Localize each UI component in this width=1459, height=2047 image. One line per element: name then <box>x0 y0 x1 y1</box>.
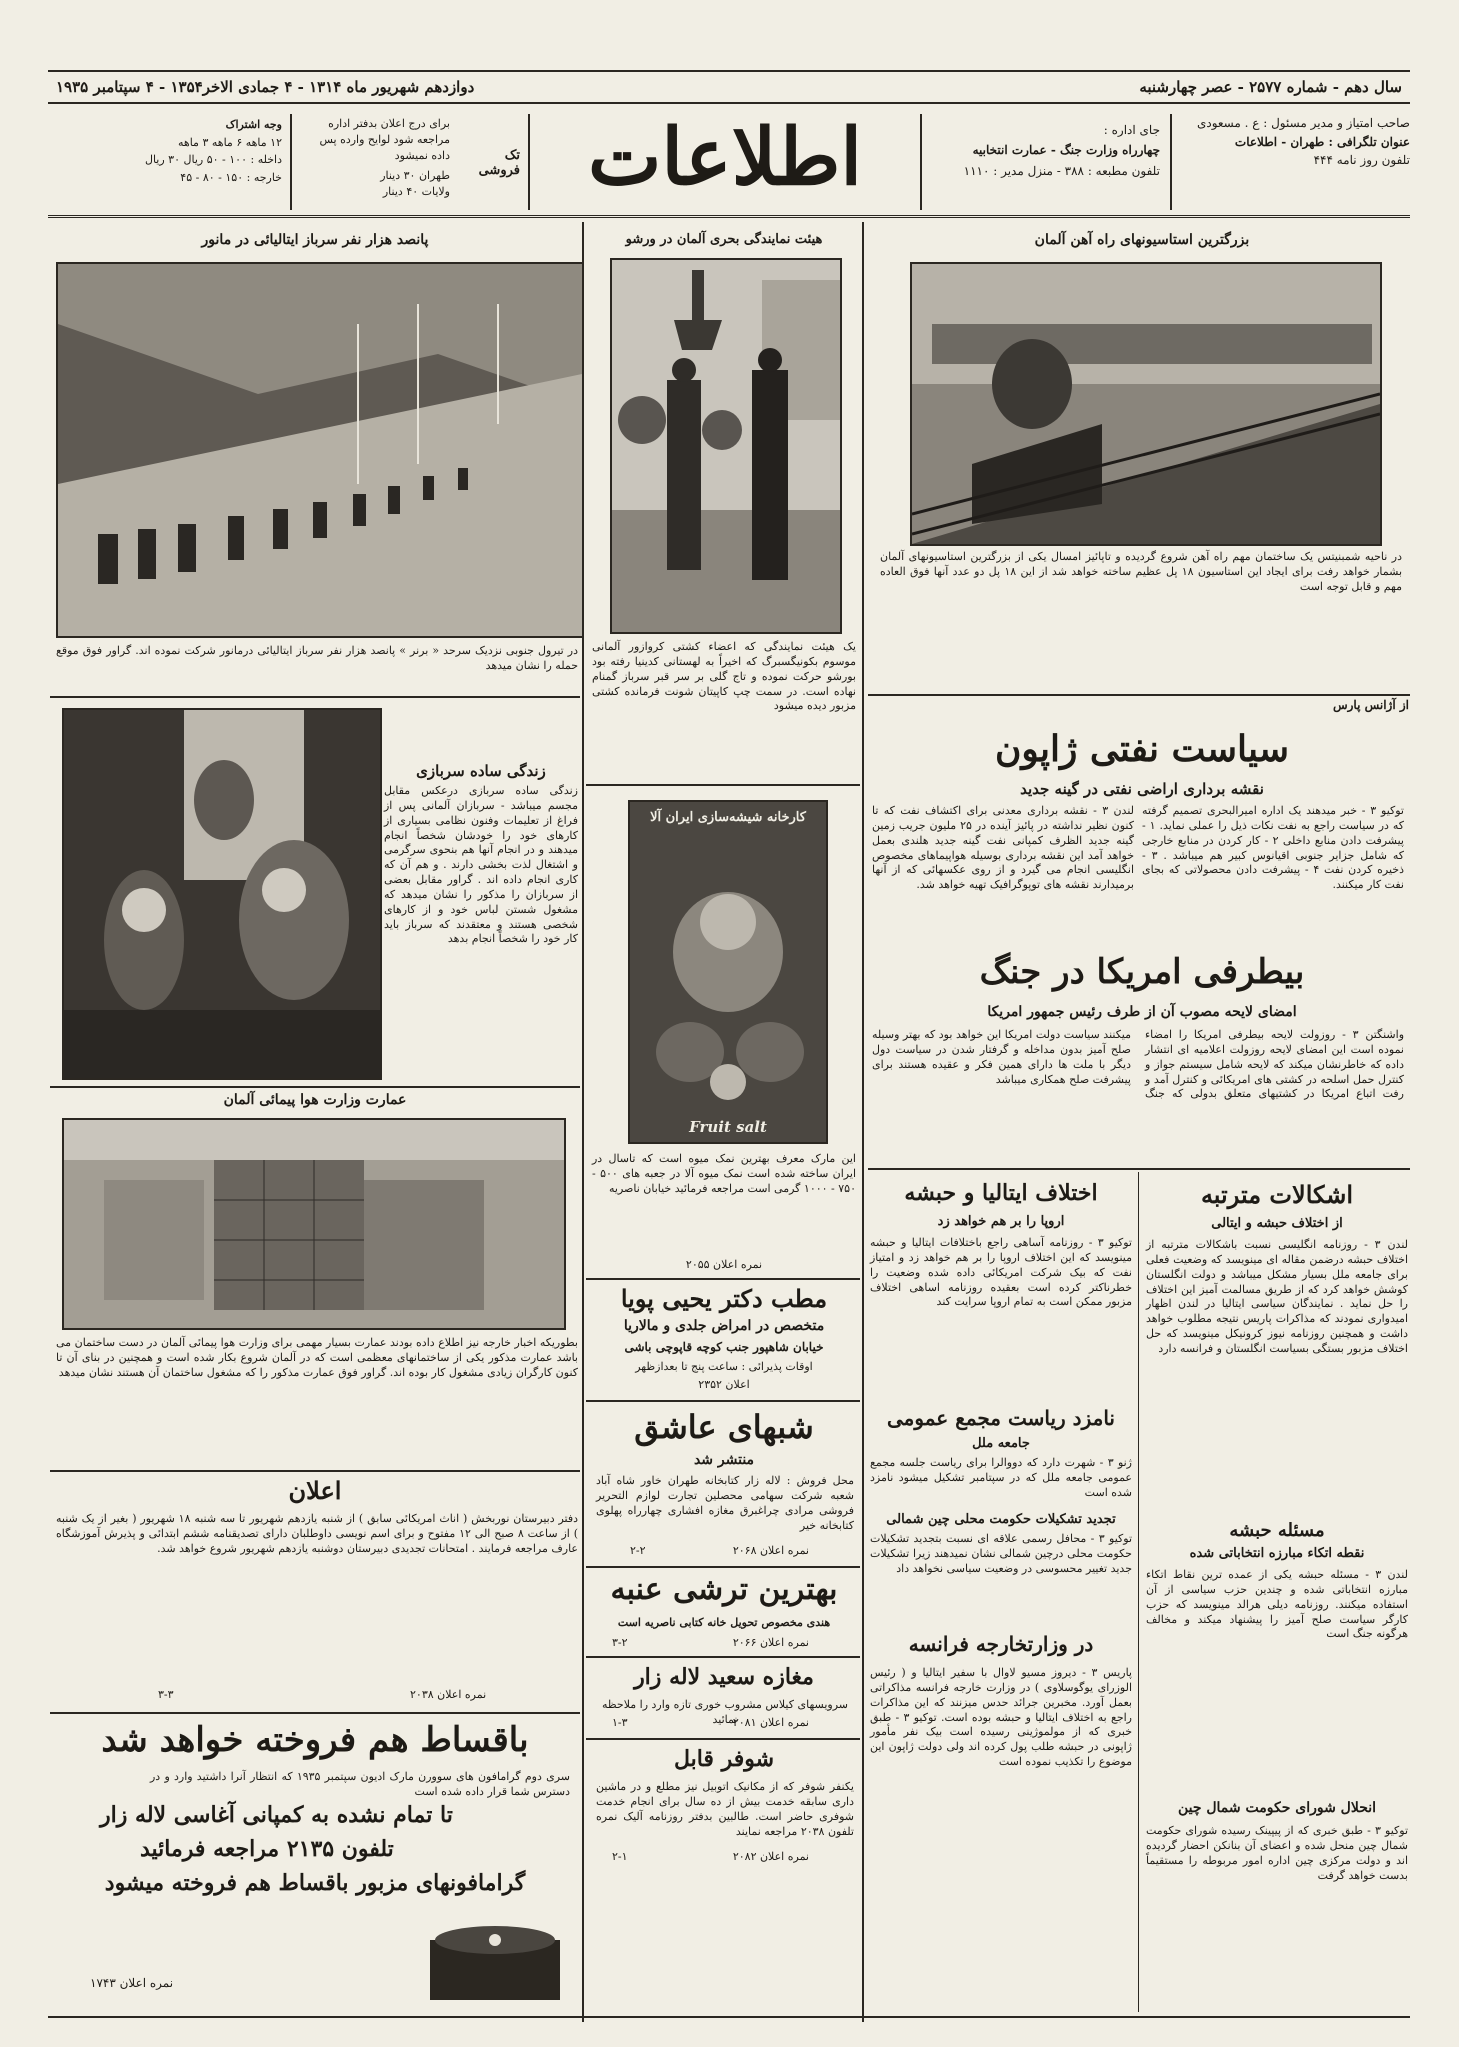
disputes-title: اشکالات مترتبه <box>1200 1180 1354 1209</box>
agency-label: از آژانس پارس <box>1332 698 1409 712</box>
ministry-caption: بطوریکه اخبار خارجه نیز اطلاع داده بودند عمارت بسیار مهمی برای وزارت هوا پیمائی آلمان در دست ساختمان می باشد عمارت مذکور یکی از ساختمانهای معظمی است که در آلمان شروع بکار شده است و همچنین در بنای آن تا کنون کارگران زیادی مشغول کار بوده اند. گراور فوق عمارت مذکور را که مشغول ساختمان آن هستند نشان میدهد <box>56 1336 578 1379</box>
press-phone: تلفون مطبعه : ۳۸۸ - منزل مدیر : ۱۱۱۰ <box>963 163 1160 178</box>
disputes-subtitle: از اختلاف حبشه و ایتالی <box>1211 1216 1343 1231</box>
driver-number: نمره اعلان ۲۰۸۲ <box>732 1850 809 1863</box>
gramophone-note: گرامافونهای مزبور باقساط هم فروخته میشود <box>104 1870 526 1896</box>
office-address: چهارراه وزارت جنگ - عمارت انتخابیه <box>972 143 1160 158</box>
issue-subtitle: نقطه اتکاء مبارزه انتخاباتی شده <box>1189 1546 1365 1561</box>
date-info: دوازدهم شهریور ماه ۱۳۱۴ - ۴ جمادی الاخر۱۳۵۴ - ۴ سپتامبر ۱۹۳۵ <box>56 78 475 96</box>
presidency-text: ژنو ۳ - شهرت دارد که دووالرا برای ریاست جلسه مجمع عمومی جامعه ملل که در سپتامبر تشکیل میشود نامزد شده است <box>870 1456 1132 1499</box>
rail-title: بزرگترین استاسیونهای راه آهن آلمان <box>1034 232 1250 248</box>
pickle-title: بهترین ترشی عنبه <box>610 1572 838 1607</box>
presidency-title: نامزد ریاست مجمع عمومی <box>887 1406 1115 1430</box>
driver-text: یکنفر شوفر که از مکانیک اتوبیل نیز مطلع و در ماشین داری سابقه خدمت بیش از ده سال برای انجام خدمت شوفری حاضر است. طالبین بدفتر روزنامه آلیک نمره تلفون ۲۰۳۸ مراجعه نمایند <box>596 1780 854 1838</box>
driver-title: شوفر قابل <box>673 1746 775 1772</box>
shop-number: نمره اعلان ۲۰۸۱ <box>732 1716 809 1729</box>
china-text: توکیو ۳ - محافل رسمی علاقه ای نسبت بتجدید تشکیلات حکومت محلی درچین شمالی نشان نمیدهند زیرا تشکیلات جدید تغییر محسوسی در وضعیت سیاسی نخواهد داد <box>870 1532 1133 1575</box>
gramophone-picture <box>420 1900 570 2010</box>
owner: صاحب امتیاز و مدیر مسئول : ع . مسعودی <box>1196 116 1410 130</box>
alpine-caption: در تیرول جنوبی نزدیک سرحد « برنر » پانصد هزار نفر سرباز ایتالیائی درمانور شرکت نموده اند. گراور فوق موقع حمله را نشان میدهد <box>56 644 578 672</box>
masthead <box>48 106 1410 218</box>
office-block <box>930 120 1160 181</box>
subscription-block <box>52 116 282 186</box>
driver-ref: ۲-۱ <box>612 1850 628 1863</box>
pickle-number: نمره اعلان ۲۰۶۶ <box>732 1636 809 1649</box>
shop-title: مغازه سعید لاله زار <box>634 1664 814 1690</box>
single-copy-label: تک فروشی <box>478 148 520 178</box>
novel-number: نمره اعلان ۲۰۶۸ <box>732 1544 809 1557</box>
fruit-salt-text: این مارک معرف بهترین نمک میوه است که تاسال در ایران ساخته شده است نمک میوه آلا در جعبه های ۵۰۰ - ۷۵۰ - ۱۰۰۰ گرمی است مراجعه فرمائید خیابان ناصریه <box>592 1152 856 1195</box>
oil-text-b: لندن ۳ - نقشه برداری معدنی برای اکتشاف نفت که تا کنون نظیر نداشته در پائیز آینده در ۲۵ ملیون جریب زمین گینه جدید الظرف کمپانی نفت گینه جدید هلندی بعمل خواهد آمد این نقشه برداری بوسیله هواپیماهای مخصوص انگلیسی انجام می گیرد و از روی عکسهائی که از آنها برمیدارند نقشه های توپوگرافیک تهیه خواهد شد. <box>872 804 1134 892</box>
alpine-photo <box>56 262 584 638</box>
fruit-salt-label: Fruit salt <box>689 1118 767 1136</box>
fruit-salt-banner: کارخانه شیشه‌سازی ایران آلا <box>650 810 806 825</box>
gramophone-title: باقساط هم فروخته خواهد شد <box>101 1720 529 1760</box>
alpine-title: پانصد هزار نفر سرباز ایتالیائی در مانور <box>201 232 429 248</box>
single-price-provinces: ولایات ۴۰ دینار <box>382 184 450 198</box>
france-title: در وزارتخارجه فرانسه <box>908 1632 1094 1656</box>
navy-caption: یک هیئت نمایندگی که اعضاء کشتی کروازور آلمانی موسوم بکونیگسبرگ که اخیراً به لهستانی کدینیا رفته بود بورشو حرکت نموده و تاج گلی بر سر قبر سرباز گمنام نهاده است. در سمت چپ کاپیتان شونت فرمانده کشتی مزبور دیده میشود <box>592 640 856 713</box>
owner-block <box>1180 114 1410 170</box>
subscription-title: وجه اشتراک <box>225 118 282 131</box>
subscription-foreign: خارجه : ۱۵۰ - ۸۰ - ۴۵ <box>180 170 282 184</box>
subscription-domestic: داخله : ۱۰۰ - ۵۰ ریال ۳۰ ریال <box>144 153 282 167</box>
pickle-ref: ۳-۲ <box>612 1636 628 1649</box>
novel-text: محل فروش : لاله زار کتابخانه طهران خاور شاه آباد شعبه شرکت سهامی محصلین تجارت لوازم التحریر فروشی مرادی چراغبرق مغازه افشاری چهارراه پهلوی کتابخانه خیر <box>596 1474 854 1532</box>
china-soviet-text: توکیو ۳ - طبق خبری که از پیپینک رسیده شورای حکومت شمال چین منحل شده و اعضای آن بنانکن احضار گردیده اند و دولت مرکزی چین اداره امور مربوطه را مستقیماً بدست خواهد گرفت <box>1146 1824 1409 1882</box>
fruit-salt-ad <box>628 800 828 1144</box>
novel-subtitle: منتشر شد <box>693 1452 755 1468</box>
shop-text: سرویسهای کیلاس مشروب خوری تازه وارد را ملاحظه نمائید <box>602 1698 848 1726</box>
rail-caption: در ناحیه شمبنیتس یک ساختمان مهم راه آهن شروع گردیده و تاپائیز امسال یکی از بزرگترین استاسیونهای آلمان بشمار خواهد رفت برای ایجاد این استاسیون ۱۸ پل عظیم ساخته خواهد شد از این ۱۸ پل دو عدد آنها فوق العاده مهم و قابل توجه است <box>880 550 1403 593</box>
ad-note-block <box>300 116 450 200</box>
top-date-line <box>48 70 1410 104</box>
france-text: پاریس ۳ - دیروز مسیو لاوال با سفیر ایتالیا و ( رئیس الوزرای یوگوسلاوی ) در وزارت خارجه فرانسه مذاکراتی بعمل آورد. مخبرین جرائد حدس میزنند که این مذاکرات راجع به اختلاف ایتالیا و حبشه بوده است. توکیو ۳ - طبق خبری که از مولموژینی رسیده است بیک نفر مأمور ژاپونی در حبشه طلب پول کرده اند ولی دولت ژاپون این موضوع را تکذیب نموده است <box>870 1666 1132 1769</box>
clinic-number: اعلان ۲۳۵۲ <box>698 1378 750 1391</box>
notice-title: اعلان <box>288 1476 342 1505</box>
subscription-header: ۱۲ ماهه ۶ ماهه ۳ ماهه <box>178 135 282 149</box>
disputes-text: لندن ۳ - روزنامه انگلیسی نسبت باشکالات مترتبه از اختلاف حبشه درضمن مقاله ای مینویسد که وضعیت فعلی برای جامعه ملل بسیار مشکل میباشد و دولت انگلستان کوشش خواهد کرد که از طریق مسالمت آمیز این اختلاف را حل نماید . نمایندگان سیاسی ایتالیا در لندن اظهار امیدواری نمودند که مذاکرات پاریس نتیجه مطلوب خواهد داشت و همچنین روزنامه نیوز کرونیکل مینویسد که حل اختلاف مزبور بستگی بسیاست انگلستان و فرانسه دارد <box>1146 1238 1408 1355</box>
newspaper-title: اطلاعات <box>587 112 863 203</box>
single-price-tehran: طهران ۳۰ دینار <box>380 168 450 182</box>
clinic-hours: اوقات پذیرائی : ساعت پنج تا بعدازظهر <box>635 1360 813 1373</box>
presidency-subtitle: جامعه ملل <box>972 1436 1030 1451</box>
telegraph-address: عنوان تلگرافی : طهران - اطلاعات <box>1234 134 1410 149</box>
soldier-title: زندگی ساده سربازی <box>416 762 546 780</box>
ad-note: برای درج اعلان بدفتر اداره مراجعه شود لوایح وارده پس داده نمیشود <box>319 117 450 162</box>
novel-title: شبهای عاشق <box>634 1408 814 1446</box>
soldier-photo <box>62 708 382 1080</box>
notice-text: دفتر دبیرستان نوربخش ( اناث امریکائی سابق ) از شنبه یازدهم شهریور تا سه شنبه ۱۸ شهریور ( بغیر از یک شنبه ) از ساعت ۸ صبح الی ۱۲ مفتوح و برای اسم نویسی داوطلبان دارای تصدیقنامه ششم ابتدائی و پذیرش آموزشگاه عارف مراجعه فرمایند . امتحانات تجدیدی دبیرستان دوشنبه یازدهم شهریور شروع خواهد شد. <box>56 1512 578 1555</box>
gramophone-number: نمره اعلان ۱۷۴۳ <box>90 1976 174 1990</box>
issue-info: سال دهم - شماره ۲۵۷۷ - عصر چهارشنبه <box>1139 78 1402 96</box>
rail-photo <box>910 262 1382 546</box>
notice-ref: ۳-۳ <box>158 1688 174 1701</box>
soldier-text: زندگی ساده سربازی درعکس مقابل مجسم میباشد - سربازان آلمانی پس از فراغ از تعلیمات وفنون نظامی بسیاری از کارهای خود را خودشان شخصاً انجام میدهند و در انجام آنها هم بنحوی سرگرمی و اشتغال لذت بخشی دارند . و هم آن که کاری انجام داده اند . گراور مقابل بعضی از سربازان را مذکور را نشان میدهد که مشغول شستن لباس خود و از کارهای شخصی هستند و معتقدند که سرباز باید کار خود را شخصاً انجام بدهد <box>384 784 578 946</box>
novel-ref: ۲-۲ <box>630 1544 646 1557</box>
oil-text-a: توکیو ۳ - خبر میدهند یک اداره امیرالبحری تصمیم گرفته که در سیاست راجع به نفت نکات ذیل را عملی نماید. ۱ - پیشرفت دادن منابع داخلی ۲ - کار کردن در منابع خارجی که شامل جزایر جنوبی اقیانوس کبیر هم میباشد . ۳ - ذخیره کردن نفت ۴ - پیشرفت دادن محصولاتی که بجای نفت کار میکنند. <box>1142 804 1404 892</box>
clinic-subtitle: متخصص در امراض جلدی و مالاریا <box>623 1318 825 1334</box>
notice-number: نمره اعلان ۲۰۳۸ <box>410 1688 487 1701</box>
pickle-text: هندی مخصوص تحویل خانه کتابی ناصریه است <box>617 1616 831 1629</box>
china-title: تجدید تشکیلات حکومت محلی چین شمالی <box>886 1512 1116 1527</box>
gramophone-text: سری دوم گرامافون های سوورن مارک ادیون سپتمبر ۱۹۳۵ که انتظار آنرا داشتید وارد و در دسترس شما قرار داده شده است <box>150 1770 570 1798</box>
shop-ref: ۱-۳ <box>612 1716 628 1729</box>
gramophone-cta: تا تمام نشده به کمپانی آغاسی لاله زار <box>100 1802 453 1828</box>
clinic-title: مطب دکتر یحیی پویا <box>620 1284 828 1313</box>
neutrality-text: واشنگتن ۳ - روزولت لایحه بیطرفی امریکا را امضاء نموده است این امضای لایحه روزولت اعلامیه ای انتشار داده که خاطرنشان میکند که لایحه شامل سیستم جواز و کنترل حمل اسلحه در کشتی های امریکائی و کنترل آمد و رفت اتباع امریکا در کشتیهای متعلق بدولی که جنگ میکنند سیاست دولت امریکا این خواهد بود که بهتر وسیله صلح آمیز بدون مداخله و گرفتار شدن در سیاست دول دیگر با ملت ها دارای همین فکر و عقیده هستند برای پیشرفت صلح همکاری میباشد <box>872 1028 1405 1101</box>
italy-text: توکیو ۳ - روزنامه آساهی راجع باختلافات ایتالیا و حبشه مینویسد که این اختلاف اروپا را بر هم خواهد زد و امتیاز نفت که بیک شرکت امریکائی داده شده وضعیت را خطرناکتر کرده است بعقیده روزنامه اساهی اختلاف مزبور ممکن است به تمام اروپا سرایت کند <box>870 1236 1132 1309</box>
italy-subtitle: اروپا را بر هم خواهد زد <box>937 1214 1065 1229</box>
phone-day: تلفون روز نامه ۴۴۴ <box>1313 153 1410 168</box>
china-soviet-title: انحلال شورای حکومت شمال چین <box>1177 1800 1377 1816</box>
issue-text: لندن ۳ - مسئله حبشه یکی از عمده ترین نقاط اتکاء مبارزه انتخاباتی شده و چندین حزب سیاسی از آن استفاده میکنند. روزنامه دیلی هرالد مینویسد که حزب کارگر سیاست صلح آمیز را پیشنهاد میکند و مخالف هرگونه جنگ است <box>1146 1568 1408 1641</box>
navy-title: هیئت نمایندگی بحری آلمان در ورشو <box>625 232 823 247</box>
ministry-photo <box>62 1118 566 1330</box>
neutrality-subtitle: امضای لایحه مصوب آن از طرف رئیس جمهور امریکا <box>987 1004 1297 1020</box>
gramophone-phone: تلفون ۲۱۳۵ مراجعه فرمائید <box>140 1836 394 1862</box>
ministry-title: عمارت وزارت هوا پیمائی آلمان <box>223 1092 407 1108</box>
office-label: جای اداره : <box>1103 123 1160 137</box>
fruit-salt-number: نمره اعلان ۲۰۵۵ <box>685 1258 763 1271</box>
oil-subtitle: نقشه برداری اراضی نفتی در گینه جدید <box>1020 780 1264 798</box>
oil-title: سیاست نفتی ژاپون <box>994 728 1290 770</box>
navy-photo <box>610 258 842 634</box>
italy-title: اختلاف ایتالیا و حبشه <box>904 1180 1098 1206</box>
neutrality-title: بیطرفی امریکا در جنگ <box>979 952 1305 992</box>
clinic-address: خیابان شاهپور جنب کوچه قاپوچی باشی <box>624 1340 824 1354</box>
issue-title: مسئله حبشه <box>1229 1520 1325 1541</box>
